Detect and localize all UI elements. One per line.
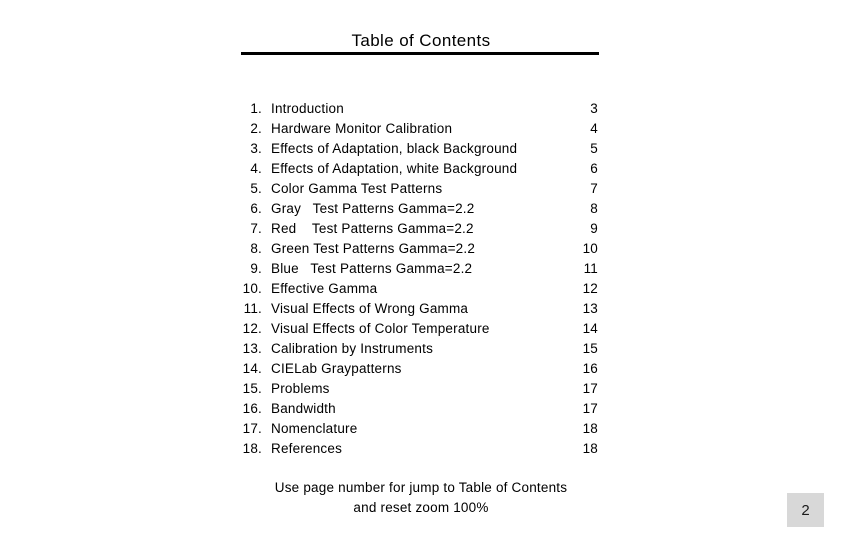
- toc-entry-page-link[interactable]: 17: [582, 380, 598, 396]
- toc-entry-page-link[interactable]: 5: [590, 140, 598, 156]
- toc-entry: [241, 238, 598, 258]
- toc-entry: [241, 398, 598, 418]
- toc-entry-page-link[interactable]: 15: [582, 340, 598, 356]
- toc-entry-title: Effects of Adaptation, white Background: [271, 160, 518, 176]
- toc-entry-page-link[interactable]: 10: [582, 240, 598, 256]
- toc-entry-number: 10.: [242, 280, 262, 296]
- toc-entry-page-link[interactable]: 3: [590, 100, 598, 116]
- toc-entry-number: 5.: [250, 180, 262, 196]
- toc-entry-title: Introduction: [271, 100, 344, 116]
- toc-entry: [241, 278, 598, 298]
- toc-entry-number: 16.: [242, 400, 262, 416]
- toc-entry-number: 18.: [242, 440, 262, 456]
- toc-entry-number: 13.: [242, 340, 262, 356]
- toc-entry-title: Visual Effects of Color Temperature: [271, 320, 490, 336]
- toc-entry-title: Bandwidth: [271, 400, 336, 416]
- toc-entry-title: References: [271, 440, 343, 456]
- toc-entry-number: 17.: [242, 420, 262, 436]
- toc-entry-number: 3.: [250, 140, 262, 156]
- toc-entry: [241, 158, 598, 178]
- toc-entry-page-link[interactable]: 8: [590, 200, 598, 216]
- toc-entry: [241, 418, 598, 438]
- toc-entry-page-link[interactable]: 17: [582, 400, 598, 416]
- toc-entry: [241, 198, 598, 218]
- toc-entry: [241, 218, 598, 238]
- toc-entry-title: CIELab Graypatterns: [271, 360, 402, 376]
- toc-entry-number: 4.: [250, 160, 262, 176]
- footer-line-2: and reset zoom 100%: [353, 500, 489, 515]
- toc-entry-title: Blue Test Patterns Gamma=2.2: [271, 260, 473, 276]
- toc-entry-title: Effective Gamma: [271, 280, 378, 296]
- toc-entry-number: 7.: [250, 220, 262, 236]
- toc-entry: [241, 438, 598, 458]
- toc-entry-page-link[interactable]: 9: [590, 220, 598, 236]
- toc-entry-title: Red Test Patterns Gamma=2.2: [271, 220, 474, 236]
- toc-entry-page-link[interactable]: 16: [582, 360, 598, 376]
- toc-entry-page-link[interactable]: 4: [590, 120, 598, 136]
- toc-entry-number: 9.: [250, 260, 262, 276]
- toc-entry: [241, 358, 598, 378]
- toc-entry: [241, 338, 598, 358]
- toc-entry-page-link[interactable]: 7: [590, 180, 598, 196]
- toc-entry-page-link[interactable]: 18: [582, 420, 598, 436]
- toc-entry-page-link[interactable]: 14: [582, 320, 598, 336]
- toc-entry-title: Color Gamma Test Patterns: [271, 180, 443, 196]
- toc-entry-page-link[interactable]: 11: [583, 260, 598, 276]
- toc-entry: [241, 318, 598, 338]
- toc-entry-number: 2.: [250, 120, 262, 136]
- toc-entry-number: 14.: [242, 360, 262, 376]
- toc-entry-number: 6.: [250, 200, 262, 216]
- toc-entry-number: 1.: [250, 100, 262, 116]
- footer-note: [0, 478, 842, 518]
- page-number: 2: [801, 501, 810, 519]
- toc-entry: [241, 298, 598, 318]
- toc-entry-page-link[interactable]: 13: [582, 300, 598, 316]
- toc-entry-page-link[interactable]: 6: [590, 160, 598, 176]
- toc-entry-title: Visual Effects of Wrong Gamma: [271, 300, 469, 316]
- title-underline: [241, 52, 599, 55]
- toc-entry-number: 8.: [250, 240, 262, 256]
- toc-list: [241, 98, 598, 458]
- footer-line-1: Use page number for jump to Table of Contents: [274, 480, 568, 495]
- toc-entry-title: Problems: [271, 380, 330, 396]
- toc-entry-title: Effects of Adaptation, black Background: [271, 140, 518, 156]
- toc-entry-number: 11.: [243, 300, 262, 316]
- toc-entry: [241, 138, 598, 158]
- page-title: Table of Contents: [351, 31, 491, 50]
- toc-entry-title: Gray Test Patterns Gamma=2.2: [271, 200, 475, 216]
- toc-entry-title: Hardware Monitor Calibration: [271, 120, 453, 136]
- toc-entry-title: Calibration by Instruments: [271, 340, 434, 356]
- toc-entry-page-link[interactable]: 18: [582, 440, 598, 456]
- toc-entry-title: Nomenclature: [271, 420, 358, 436]
- toc-entry: [241, 98, 598, 118]
- page-number-box[interactable]: [787, 493, 824, 527]
- toc-entry-number: 12.: [242, 320, 262, 336]
- toc-entry: [241, 258, 598, 278]
- toc-entry: [241, 378, 598, 398]
- toc-entry-number: 15.: [242, 380, 262, 396]
- toc-entry: [241, 118, 598, 138]
- toc-entry: [241, 178, 598, 198]
- toc-entry-page-link[interactable]: 12: [582, 280, 598, 296]
- toc-entry-title: Green Test Patterns Gamma=2.2: [271, 240, 476, 256]
